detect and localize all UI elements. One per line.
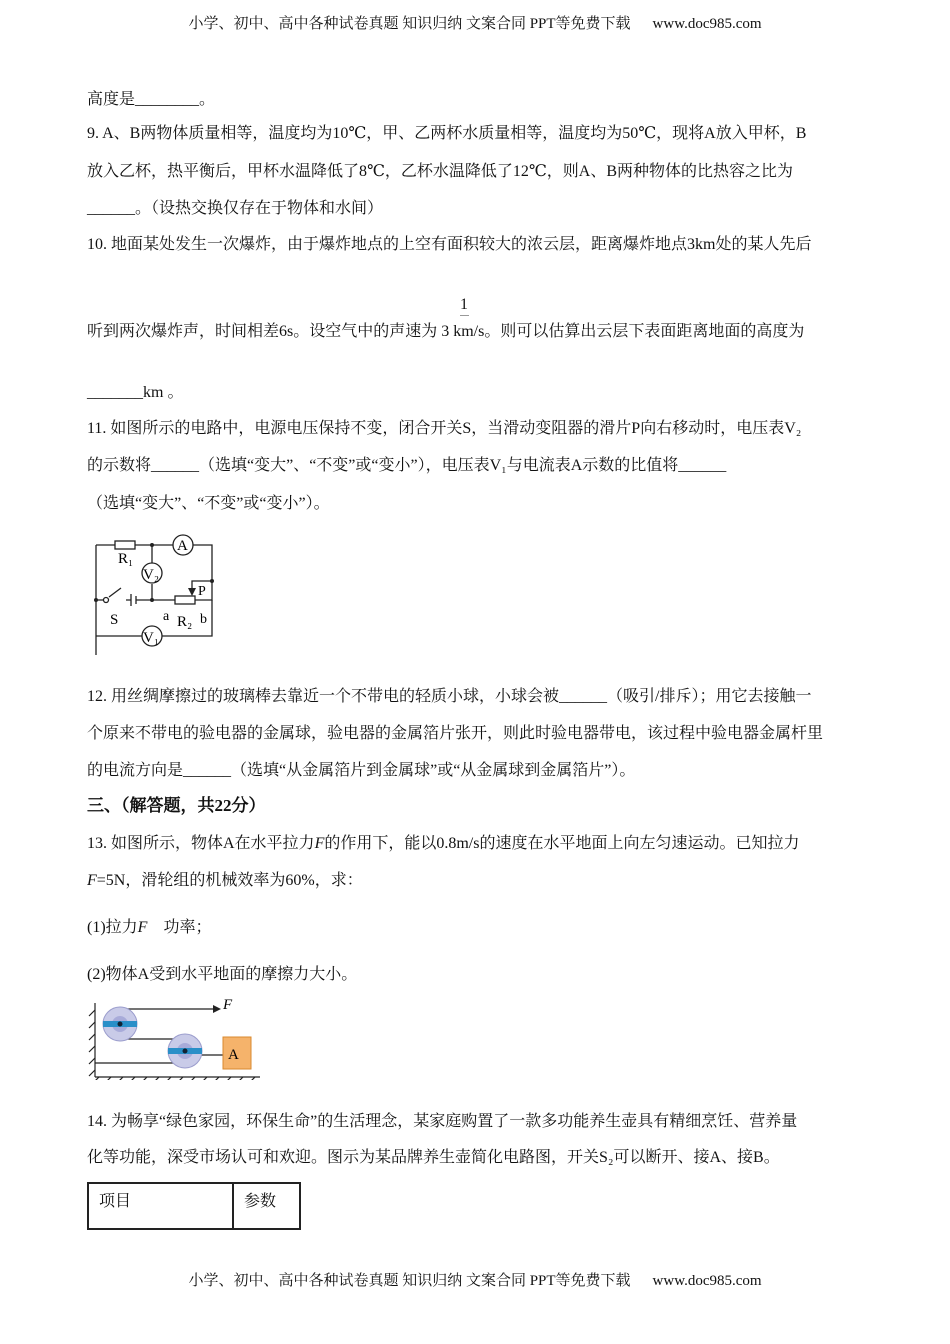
q12-line3: 的电流方向是______（选填“从金属箔片到金属球”或“从金属球到金属箔片”）。 <box>87 762 636 779</box>
q9-line1: 9. A、B两物体质量相等，温度均为10℃，甲、乙两杯水质量相等，温度均为50℃，现将A放入甲杯，B <box>87 125 807 142</box>
label-a: a <box>163 609 170 624</box>
parameter-table <box>87 1182 301 1230</box>
q13-text: =5N，滑轮组的机械效率为60%，求： <box>96 872 363 889</box>
q9-line2: 放入乙杯，热平衡后，甲杯水温降低了8℃，乙杯水温降低了12℃，则A、B两种物体的比热容之比为 <box>87 163 794 180</box>
q10-line3: _______km 。 <box>87 384 184 401</box>
q10-line2: 听到两次爆炸声，时间相差6s。设空气中的声速为 3 km/s。则可以估算出云层下表面距离地面的高度为 <box>87 323 805 340</box>
label-v1: V₁ <box>143 630 160 646</box>
fraction-numerator: 1 <box>460 296 468 313</box>
q12-line2: 个原来不带电的验电器的金属球，验电器的金属箔片张开，则此时验电器带电，该过程中验电器金属杆里 <box>87 725 824 742</box>
force-symbol: F <box>87 872 97 889</box>
label-v2: V₂ <box>143 567 160 583</box>
header-text: 小学、初中、高中各种试卷真题 知识归纳 文案合同 PPT等免费下载 <box>188 16 631 32</box>
page-footer <box>0 1269 950 1290</box>
q14-line2: 化等功能，深受市场认可和欢迎。图示为某品牌养生壶简化电路图，开关S₂可以断开、接A、接B。 <box>87 1149 780 1166</box>
label-ammeter: A <box>177 538 188 554</box>
label-b: b <box>200 612 207 627</box>
q10-line1: 10. 地面某处发生一次爆炸，由于爆炸地点的上空有面积较大的浓云层，距离爆炸地点3km处的某人先后 <box>87 236 812 253</box>
q14-line1: 14. 为畅享“绿色家园，环保生命”的生活理念，某家庭购置了一款多功能养生壶具有精细烹饪、营养量 <box>87 1113 798 1130</box>
footer-url[interactable]: www.doc985.com <box>652 1273 762 1289</box>
q13-line1 <box>87 834 799 854</box>
page-header <box>0 12 950 33</box>
q13-sub2: (2)物体A受到水平地面的摩擦力大小。 <box>87 966 358 983</box>
circuit-diagram <box>88 530 223 655</box>
block-label: A <box>228 1047 239 1063</box>
q11-line1: 11. 如图所示的电路中，电源电压保持不变，闭合开关S，当滑动变阻器的滑片P向右移动时，电压表V₂ <box>87 420 802 437</box>
label-r1: R₁ <box>118 551 134 567</box>
table-header-row <box>88 1183 300 1229</box>
force-symbol: F <box>314 835 325 852</box>
table-header-param: 参数 <box>233 1183 300 1229</box>
label-s: S <box>110 612 119 628</box>
q13-text: 功率； <box>147 919 212 936</box>
footer-text: 小学、初中、高中各种试卷真题 知识归纳 文案合同 PPT等免费下载 <box>188 1273 631 1289</box>
force-symbol: F <box>137 919 148 936</box>
q13-text: 的作用下，能以0.8m/s的速度在水平地面上向左匀速运动。已知拉力 <box>324 835 800 852</box>
table-header-item: 项目 <box>88 1183 233 1229</box>
label-r2: R₂ <box>177 614 193 630</box>
pulley-figure <box>85 995 265 1080</box>
section-heading: 三、（解答题，共22分） <box>87 796 266 815</box>
q13-line2 <box>87 871 363 891</box>
q10-fraction <box>458 296 470 316</box>
label-p: P <box>198 584 206 599</box>
q13-sub1 <box>87 918 211 938</box>
q11-line3: （选填“变大”、“不变”或“变小”）。 <box>87 495 330 512</box>
q13-text: 13. 如图所示，物体A在水平拉力 <box>87 835 315 852</box>
q9-line3: ______。（设热交换仅存在于物体和水间） <box>87 200 384 217</box>
header-url[interactable]: www.doc985.com <box>652 16 762 32</box>
q12-line1: 12. 用丝绸摩擦过的玻璃棒去靠近一个不带电的轻质小球，小球会被______（吸引/排斥）；用它去接触一 <box>87 688 812 705</box>
q8-tail: 高度是________。 <box>87 91 216 108</box>
force-label: F <box>223 997 233 1013</box>
q11-line2: 的示数将______（选填“变大”、“不变”或“变小”），电压表V₁与电流表A示数的比值将______ <box>87 457 727 474</box>
q13-text: (1)拉力 <box>87 919 138 936</box>
